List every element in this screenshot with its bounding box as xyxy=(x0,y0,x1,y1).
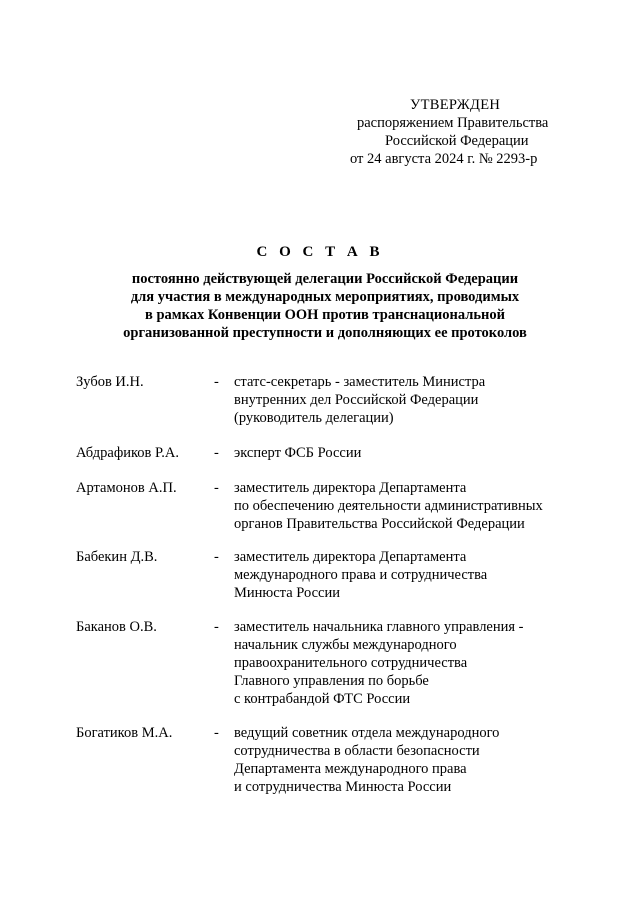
position-line: начальник службы международного xyxy=(234,637,457,653)
position-line: (руководитель делегации) xyxy=(234,410,394,426)
member-dash: - xyxy=(214,374,219,390)
member-dash: - xyxy=(214,725,219,741)
member-dash: - xyxy=(214,480,219,496)
member-row xyxy=(76,724,596,796)
member-name: Богатиков М.А. xyxy=(76,725,173,741)
position-line: заместитель начальника главного управления - xyxy=(234,619,524,635)
position-line: статс-секретарь - заместитель Министра xyxy=(234,374,486,390)
document-heading: С О С Т А В xyxy=(256,244,384,260)
member-name: Баканов О.В. xyxy=(76,619,157,635)
position-line: и сотрудничества Минюста России xyxy=(234,779,452,795)
member-name: Артамонов А.П. xyxy=(76,480,177,496)
subtitle-line: для участия в международных мероприятиях, проводимых xyxy=(130,289,520,305)
member-position xyxy=(234,548,596,602)
member-row xyxy=(76,548,596,602)
approval-block xyxy=(320,96,600,168)
member-name: Абдрафиков Р.А. xyxy=(76,445,179,461)
member-position xyxy=(234,479,596,533)
member-row xyxy=(76,373,596,427)
position-line: заместитель директора Департамента xyxy=(234,549,467,565)
position-line: внутренних дел Российской Федерации xyxy=(234,392,479,408)
member-position xyxy=(234,618,596,708)
approval-title: УТВЕРЖДЕН xyxy=(410,97,501,113)
position-line: сотрудничества в области безопасности xyxy=(234,743,480,759)
member-dash: - xyxy=(214,619,219,635)
subtitle-line: в рамках Конвенции ООН против транснациональной xyxy=(145,307,505,323)
position-line: Минюста России xyxy=(234,585,340,601)
subtitle-line: организованной преступности и дополняющих ее протоколов xyxy=(123,325,527,341)
position-line: Главного управления по борьбе xyxy=(234,673,429,689)
position-line: правоохранительного сотрудничества xyxy=(234,655,468,671)
member-row xyxy=(76,479,596,533)
member-name: Зубов И.Н. xyxy=(76,374,144,390)
position-line: международного права и сотрудничества xyxy=(234,567,488,583)
member-position xyxy=(234,724,596,796)
position-line: органов Правительства Российской Федерации xyxy=(234,516,525,532)
member-row xyxy=(76,444,596,462)
member-position xyxy=(234,444,596,462)
position-line: заместитель директора Департамента xyxy=(234,480,467,496)
position-line: ведущий советник отдела международного xyxy=(234,725,500,741)
member-position xyxy=(234,373,596,427)
member-name: Бабекин Д.В. xyxy=(76,549,158,565)
position-line: Департамента международного права xyxy=(234,761,467,777)
document-subtitle xyxy=(60,270,590,342)
member-dash: - xyxy=(214,445,219,461)
member-dash: - xyxy=(214,549,219,565)
position-line: с контрабандой ФТС России xyxy=(234,691,411,707)
members-list xyxy=(76,373,596,796)
member-row xyxy=(76,618,596,708)
position-line: по обеспечению деятельности административных xyxy=(234,498,543,514)
position-line: эксперт ФСБ России xyxy=(234,445,362,461)
approval-line: распоряжением Правительства xyxy=(357,115,549,131)
approval-date-line: от 24 августа 2024 г. № 2293-р xyxy=(350,151,538,167)
subtitle-line: постоянно действующей делегации Российской Федерации xyxy=(131,271,519,287)
approval-line: Российской Федерации xyxy=(385,133,529,149)
